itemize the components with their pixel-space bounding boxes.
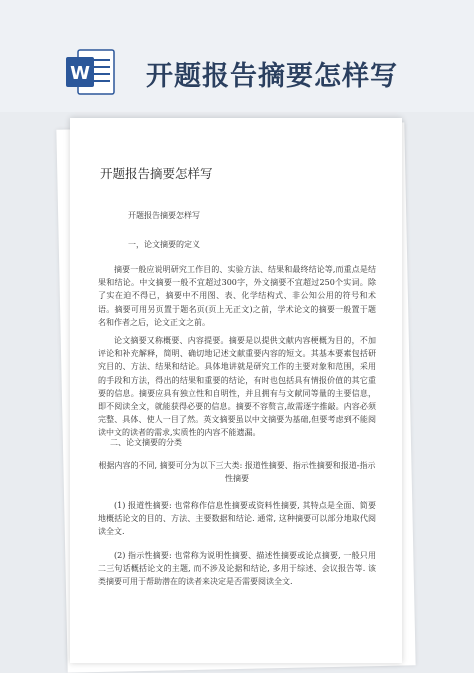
paragraph-definition-1: 摘要一般应说明研究工作目的、实验方法、结果和最终结论等,而重点是结果和结论。中文摘要一般不宜超过300字，外文摘要不宜超过250个实词。除了实在迫不得已，摘要中不用图、表、化学结构式、非公知公用的符号和术语。摘要可用另页置于题名页(页上无正文)之前，学术论文的摘要一般置于题名和作者之后，论文正文之前。 xyxy=(98,265,376,327)
paragraph-classification-intro: 根据内容的不同, 摘要可分为以下三大类: 报道性摘要、指示性摘要和报道-指示性摘要 xyxy=(98,461,376,484)
document-sheet xyxy=(70,118,402,663)
word-icon-letter: W xyxy=(70,63,90,84)
paragraph-informative-abstract: (1) 报道性摘要: 也常称作信息性摘要或资料性摘要, 其特点是全面、简要地概括论文的目的、方法、主要数据和结论. 通常, 这种摘要可以部分地取代阅读全文. xyxy=(98,501,376,537)
section-heading-definition: 一，论文摘要的定义 xyxy=(128,240,200,249)
page-title: 开题报告摘要怎样写 xyxy=(146,61,398,92)
section-heading-classification: 二、论文摘要的分类 xyxy=(110,438,182,447)
word-icon xyxy=(64,46,116,98)
document-title: 开题报告摘要怎样写 xyxy=(100,166,213,181)
paragraph-indicative-abstract: (2) 指示性摘要: 也常称为说明性摘要、描述性摘要或论点摘要, 一般只用二三句话概括论文的主题, 而不涉及论据和结论, 多用于综述、会议报告等. 该类摘要可用于帮助潜在的读者来决定是否需要阅读全文. xyxy=(98,551,376,587)
paragraph-definition-2: 论文摘要又称概要、内容提要。摘要是以提供文献内容梗概为目的，不加评论和补充解释，简明、确切地记述文献重要内容的短文。其基本要素包括研究目的、方法、结果和结论。具体地讲就是研究工作的主要对象和范围，采用的手段和方法，得出的结果和重要的结论，有时也包括具有情报价值的其它重要的信息。摘要应具有独立性和自明性，并且拥有与文献同等量的主要信息，即不阅读全文，就能获得必要的信息。摘要不容赘言,故需逐字推敲。内容必须完整、具体、使人一目了然。英文摘要虽以中文摘要为基础,但要考虑到不能阅读中文的读者的需求,实质性的内容不能遗漏。 xyxy=(98,336,376,438)
document-subtitle: 开题报告摘要怎样写 xyxy=(128,211,200,220)
